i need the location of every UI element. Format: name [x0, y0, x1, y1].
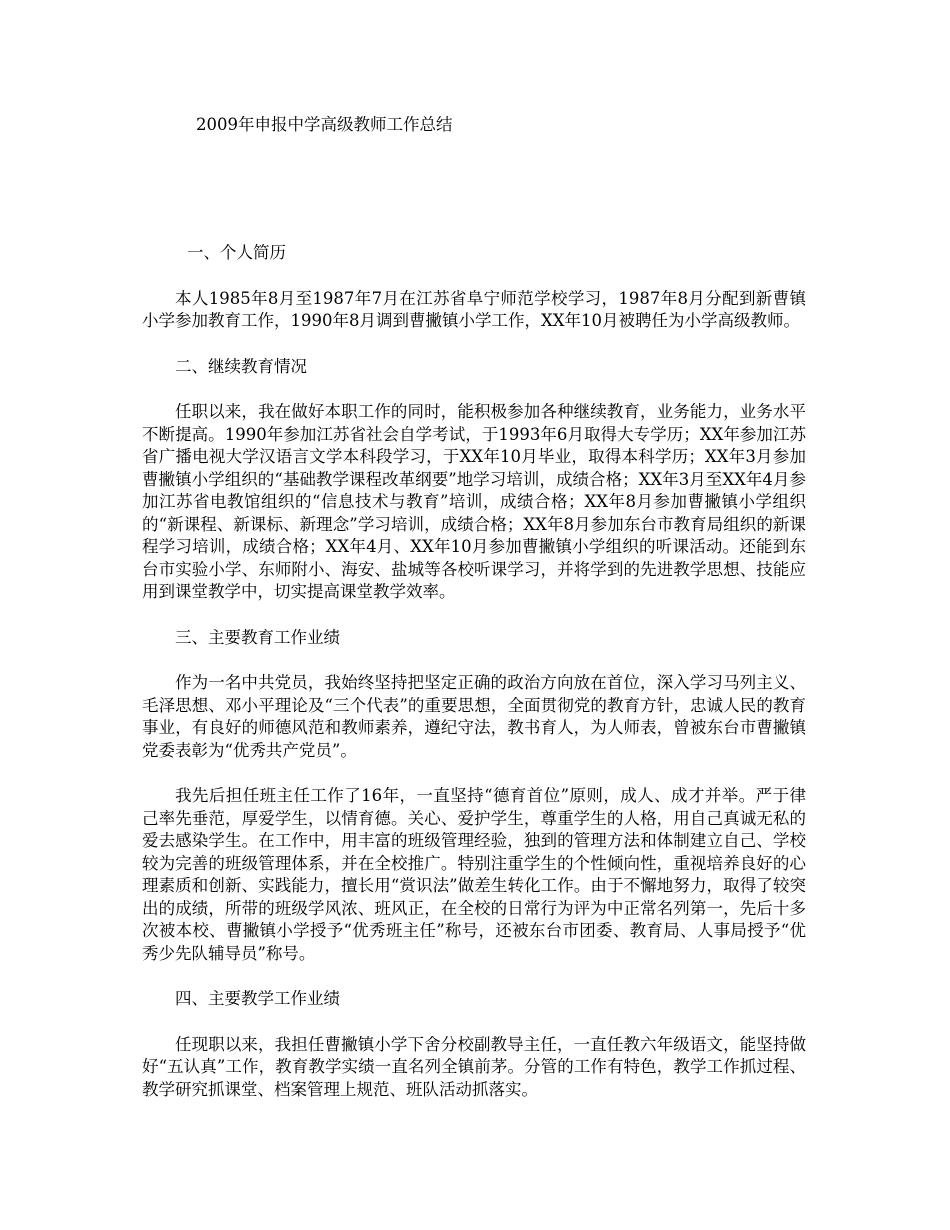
document-title: 2009年申报中学高级教师工作总结: [196, 115, 453, 134]
section-heading-resume: 一、个人简历: [187, 243, 286, 262]
section-heading-education-achievements: 三、主要教育工作业绩: [175, 627, 340, 647]
paragraph-education-achievements-2: 我先后担任班主任工作了16年，一直坚持“德育首位”原则，成人、成才并举。严于律己率先垂范，厚爱学生，以情育德。关心、爱护学生，尊重学生的人格，用自己真诚无私的爱去感染学生。在工作中，用丰富的班级管理经验，独到的管理方法和体制建立自己、学校较为完善的班级管理体系，并在全校推广。特别注重学生的个性倾向性，重视培养良好的心理素质和创新、实践能力，擅长用“赏识法”做差生转化工作。由于不懈地努力，取得了较突出的成绩，所带的班级学风浓、班风正，在全校的日常行为评为中正常名列第一，先后十多次被本校、曹撇镇小学授予“优秀班主任”称号，还被东台市团委、教育局、人事局授予“优秀少先队辅导员”称号。: [142, 786, 806, 963]
section-heading-continuing-education: 二、继续教育情况: [175, 356, 307, 376]
paragraph-education-achievements-1: 作为一名中共党员，我始终坚持把坚定正确的政治方向放在首位，深入学习马列主义、毛泽思想、邓小平理论及“三个代表”的重要思想，全面贯彻党的教育方针，忠诚人民的教育事业，有良好的师德风范和教师素养，遵纪守法，教书育人，为人师表，曾被东台市曹撇镇党委表彰为“优秀共产党员”。: [142, 673, 806, 760]
paragraph-continuing-education: 任职以来，我在做好本职工作的同时，能积极参加各种继续教育，业务能力，业务水平不断提高。1990年参加江苏省社会自学考试，于1993年6月取得大专学历；XX年参加江苏省广播电视大学汉语言文学本科段学习，于XX年10月毕业，取得本科学历；XX年3月参加曹撇镇小学组织的“基础教学课程改革纲要”地学习培训，成绩合格；XX年3月至XX年4月参加江苏省电教馆组织的“信息技术与教育”培训，成绩合格；XX年8月参加曹撇镇小学组织的“新课程、新课标、新理念”学习培训，成绩合格；XX年8月参加东台市教育局组织的新课程学习培训，成绩合格；XX年4月、XX年10月参加曹撇镇小学组织的听课活动。还能到东台市实验小学、东师附小、海安、盐城等各校听课学习，并将学到的先进教学思想、技能应用到课堂教学中，切实提高课堂教学效率。: [142, 402, 806, 601]
section-heading-teaching-achievements: 四、主要教学工作业绩: [175, 989, 340, 1008]
document-body: [142, 242, 806, 1124]
paragraph-resume: 本人1985年8月至1987年7月在江苏省阜宁师范学校学习，1987年8月分配到新曹镇小学参加教育工作，1990年8月调到曹撇镇小学工作，XX年10月被聘任为小学高级教师。: [142, 288, 806, 330]
paragraph-teaching-achievements: 任现职以来，我担任曹撇镇小学下舍分校副教导主任，一直任教六年级语文，能坚持做好“五认真”工作，教育教学实绩一直名列全镇前茅。分管的工作有特色，教学工作抓过程、教学研究抓课堂、档案管理上规范、班队活动抓落实。: [142, 1034, 806, 1099]
